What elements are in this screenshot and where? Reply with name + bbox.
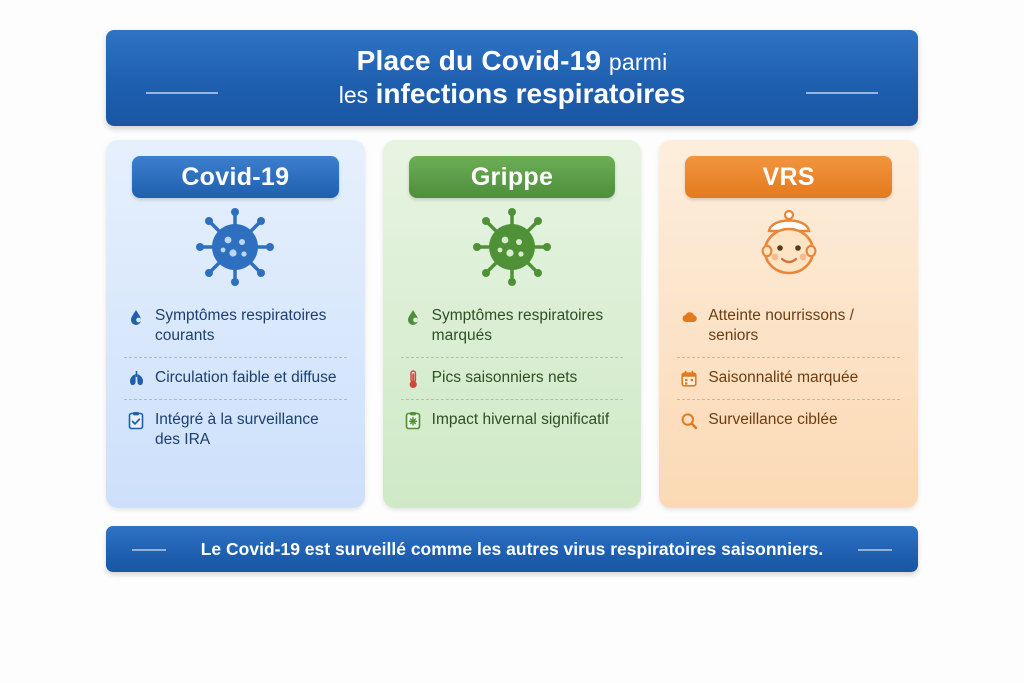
card-items-grippe (401, 296, 624, 441)
baby-face-icon (659, 202, 918, 292)
card-grippe (383, 140, 642, 508)
footer-message: Le Covid-19 est surveillé comme les autres virus respiratoires saisonniers. (200, 538, 824, 559)
list-item-label: Atteinte nourrissons / seniors (708, 307, 854, 345)
page-title-strong: Place du Covid-19 (356, 45, 602, 77)
list-item-label: Pics saisonniers nets (431, 368, 578, 386)
list-item-label: Saisonnalité marquée (708, 368, 859, 386)
card-items-covid (124, 296, 347, 461)
list-item-label: Circulation faible et diffuse (155, 368, 337, 386)
footer-rule-left (132, 549, 166, 551)
virus-icon (106, 202, 365, 292)
card-title-covid: Covid-19 (132, 156, 339, 198)
list-item-label: Surveillance ciblée (708, 410, 838, 428)
list-item (124, 358, 347, 400)
list-item-label: Symptômes respiratoires courants (155, 307, 327, 345)
page-title-light: parmi (608, 49, 668, 76)
droplet-icon (403, 307, 423, 327)
list-item (124, 400, 347, 461)
card-covid (106, 140, 365, 508)
thermometer-icon (403, 369, 423, 389)
page-subtitle-strong: infections respiratoires (375, 78, 686, 109)
clipboard-virus-icon (403, 411, 423, 431)
card-title-grippe: Grippe (409, 156, 616, 198)
list-item (401, 400, 624, 441)
card-items-vrs (677, 296, 900, 441)
page-title-line2 (335, 79, 690, 110)
virus-icon (383, 202, 642, 292)
list-item (401, 296, 624, 358)
list-item (401, 358, 624, 400)
droplet-icon (126, 307, 146, 327)
card-title-vrs: VRS (685, 156, 892, 198)
cloud-icon (679, 307, 699, 327)
page-subtitle-light: les (338, 82, 369, 108)
footer-banner (106, 526, 918, 572)
lungs-icon (126, 369, 146, 389)
list-item-label: Impact hivernal significatif (431, 410, 610, 428)
card-vrs (659, 140, 918, 508)
header-rule-right (806, 92, 878, 94)
footer-rule-right (858, 549, 892, 551)
header-banner (106, 30, 918, 126)
list-item (124, 296, 347, 358)
list-item (677, 400, 900, 441)
list-item (677, 358, 900, 400)
clipboard-check-icon (126, 411, 146, 431)
calendar-icon (679, 369, 699, 389)
list-item-label: Intégré à la surveillance des IRA (155, 410, 319, 449)
page-title-line1 (357, 46, 668, 77)
comparison-columns (106, 140, 918, 508)
header-rule-left (146, 92, 218, 94)
list-item-label: Symptômes respiratoires marqués (431, 307, 604, 345)
magnifier-icon (679, 411, 699, 431)
list-item (677, 296, 900, 358)
